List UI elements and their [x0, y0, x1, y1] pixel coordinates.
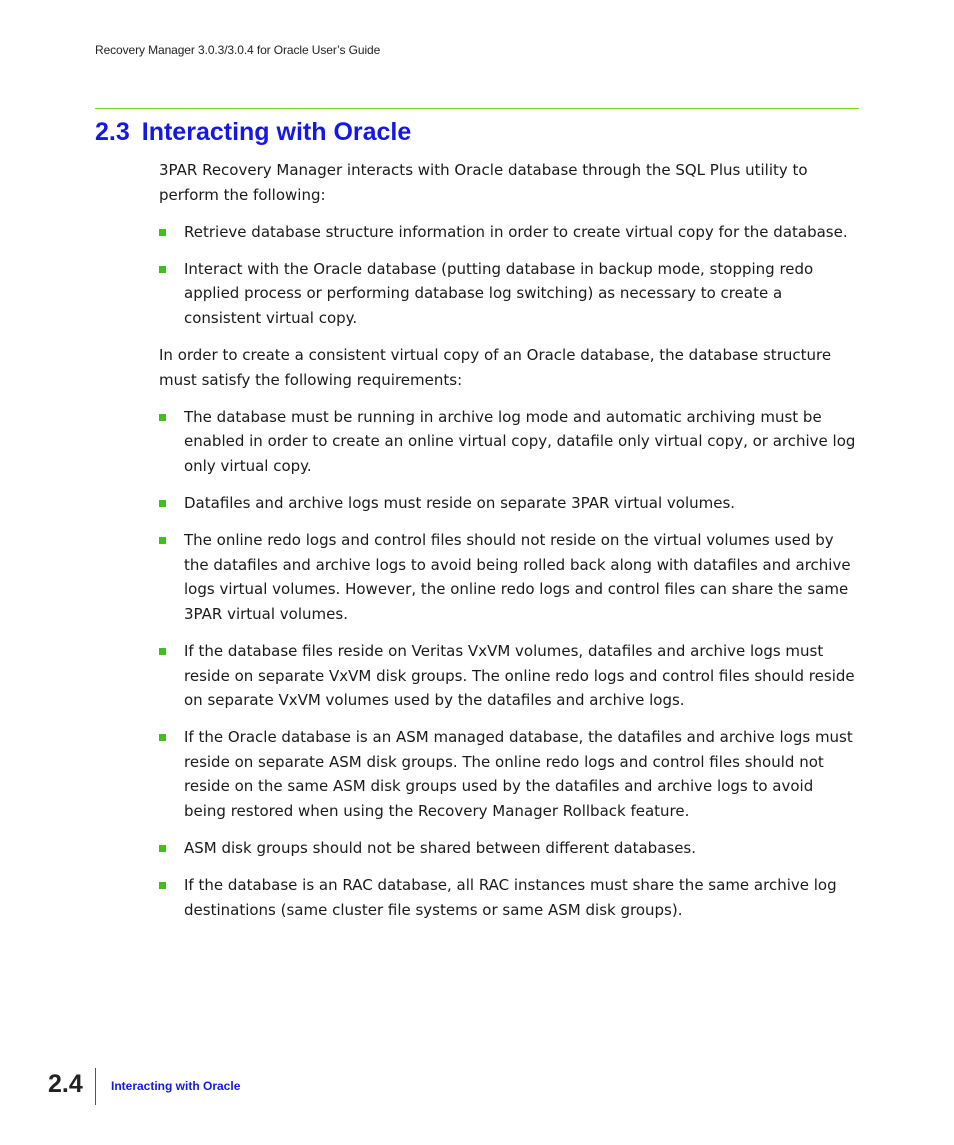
list-item [159, 528, 859, 626]
list-item [159, 836, 859, 861]
section-title: Interacting with Oracle [141, 118, 412, 146]
list-item-text: If the database is an RAC database, all RAC instances must share the same archive log destinations (same cluster file systems or same ASM disk groups). [184, 876, 837, 919]
running-header: Recovery Manager 3.0.3/3.0.4 for Oracle User’s Guide [95, 43, 381, 57]
list-item [159, 873, 859, 922]
square-bullet-icon [159, 266, 166, 273]
square-bullet-icon [159, 648, 166, 655]
list-item-text: Datafiles and archive logs must reside on separate 3PAR virtual volumes. [184, 494, 736, 513]
footer-section-label: Interacting with Oracle [111, 1079, 241, 1093]
list-item [159, 257, 859, 331]
list-item [159, 725, 859, 823]
list-item-text: Interact with the Oracle database (putting database in backup mode, stopping redo applied process or performing database log switching) as necessary to create a consistent virtual copy. [184, 259, 814, 327]
list-item [159, 639, 859, 713]
section-heading [95, 118, 411, 147]
square-bullet-icon [159, 500, 166, 507]
square-bullet-icon [159, 414, 166, 421]
page-number: 2.4 [48, 1070, 83, 1098]
requirements-list [159, 405, 859, 923]
list-item-text: If the Oracle database is an ASM managed database, the datafiles and archive logs must reside on separate ASM disk groups. The online redo logs and control files should not reside on the same ASM disk groups used by the datafiles and archive logs to avoid being restored when using the Recovery Manager Rollback feature. [184, 728, 853, 821]
list-item [159, 220, 859, 245]
intro-paragraph: 3PAR Recovery Manager interacts with Oracle database through the SQL Plus utility to perform the following: [159, 161, 808, 204]
capabilities-list [159, 220, 859, 331]
footer-divider [95, 1068, 96, 1105]
list-item-text: If the database files reside on Veritas VxVM volumes, datafiles and archive logs must reside on separate VxVM disk groups. The online redo logs and control files should reside on separate VxVM volumes used by the datafiles and archive logs. [184, 642, 855, 710]
square-bullet-icon [159, 845, 166, 852]
list-item-text: The online redo logs and control files should not reside on the virtual volumes used by the datafiles and archive logs to avoid being rolled back along with datafiles and archive logs virtual volumes. However, the online redo logs and control files can share the same 3PAR virtual volumes. [184, 531, 851, 623]
list-item [159, 405, 859, 479]
section-number: 2.3 [95, 118, 130, 146]
square-bullet-icon [159, 537, 166, 544]
square-bullet-icon [159, 734, 166, 741]
square-bullet-icon [159, 229, 166, 236]
list-item-text: ASM disk groups should not be shared between different databases. [184, 839, 697, 858]
list-item-text: The database must be running in archive log mode and automatic archiving must be enabled in order to create an online virtual copy, datafile only virtual copy, or archive log only virtual copy. [184, 407, 856, 475]
body-content [159, 158, 859, 935]
list-item [159, 491, 859, 516]
list-item-text: Retrieve database structure information in order to create virtual copy for the database. [184, 222, 848, 241]
header-rule [95, 108, 859, 109]
requirements-paragraph: In order to create a consistent virtual copy of an Oracle database, the database structure must satisfy the following requirements: [159, 346, 832, 389]
square-bullet-icon [159, 882, 166, 889]
